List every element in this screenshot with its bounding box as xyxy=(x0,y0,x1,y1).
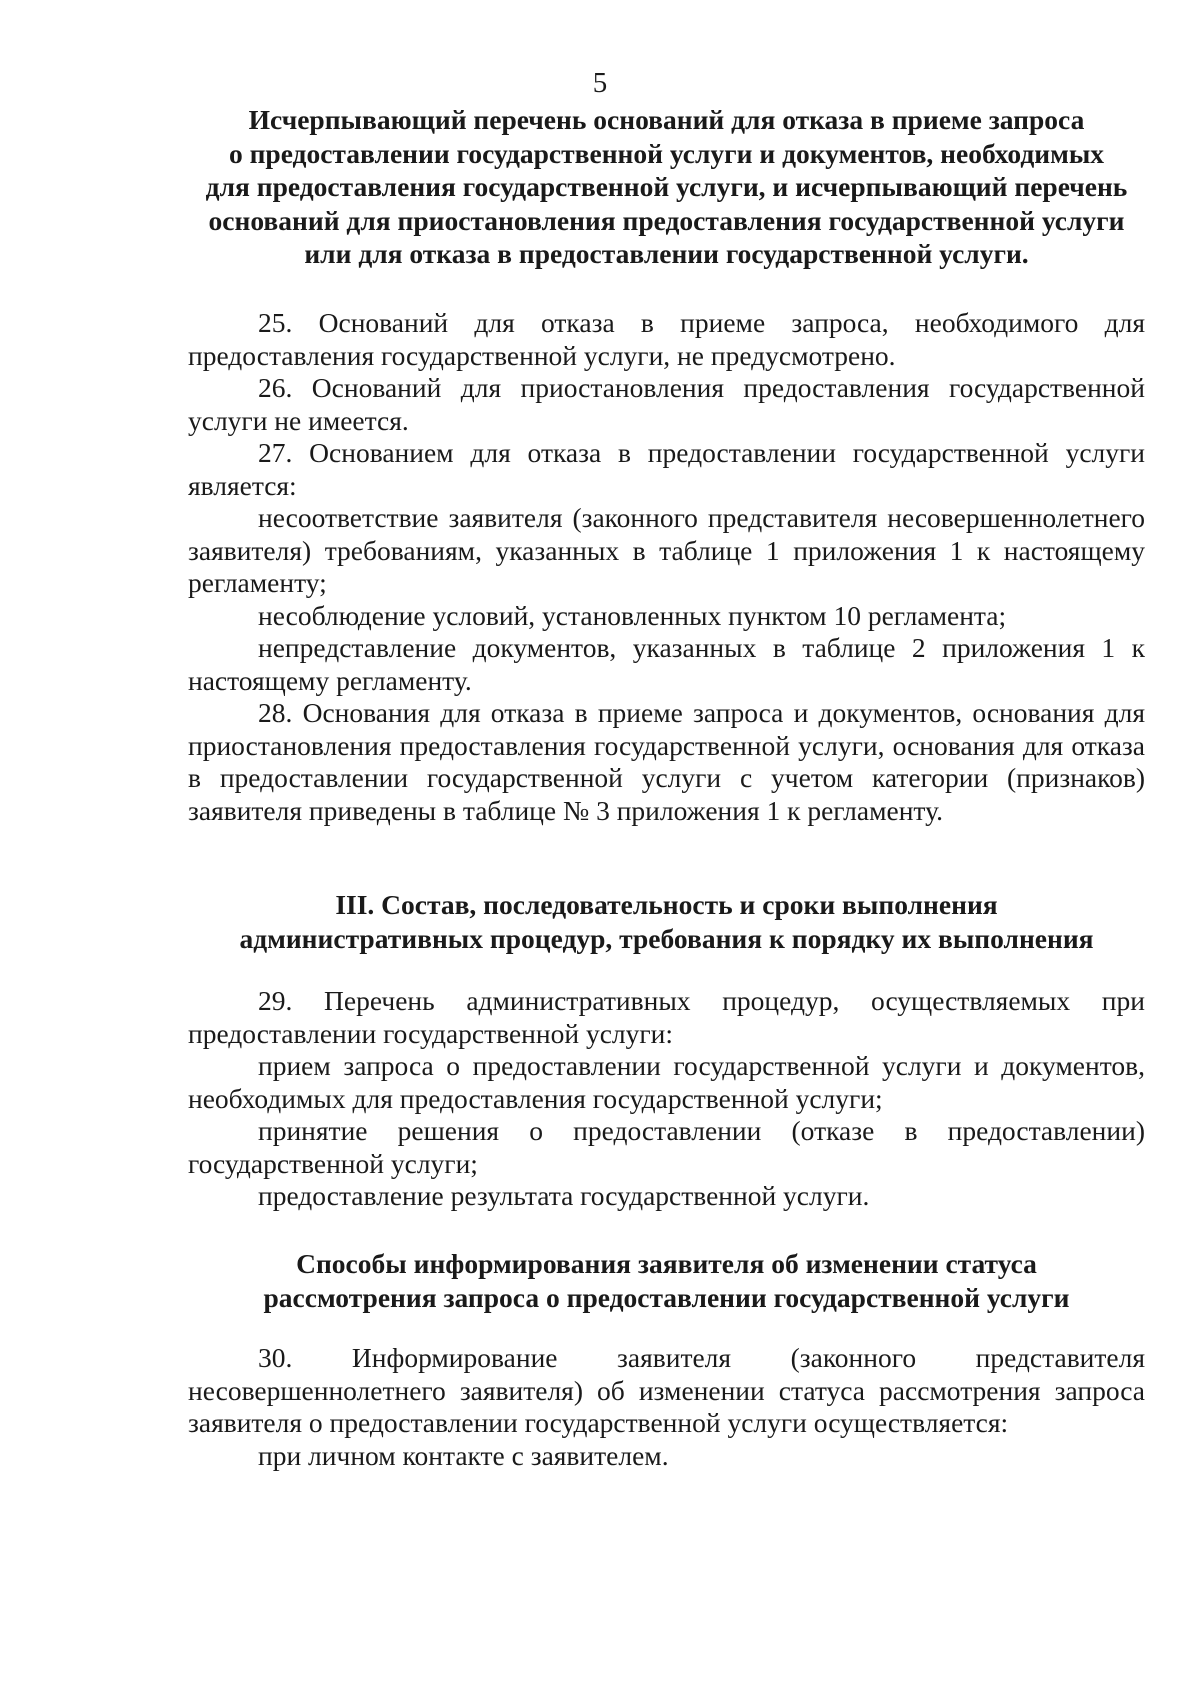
section-heading-status-notification xyxy=(188,1247,1145,1314)
paragraph-27: 27. Основанием для отказа в предоставлении государственной услуги является: xyxy=(188,437,1145,501)
heading-line: Способы информирования заявителя об изменении статуса xyxy=(296,1248,1037,1279)
section-body-status-notification xyxy=(188,1342,1145,1472)
paragraph-25: 25. Оснований для отказа в приеме запроса, необходимого для предоставления государственной услуги, не предусмотрено. xyxy=(188,307,1145,371)
heading-line: административных процедур, требования к порядку их выполнения xyxy=(239,922,1094,954)
paragraph-26: 26. Оснований для приостановления предоставления государственной услуги не имеется. xyxy=(188,372,1145,436)
section-heading xyxy=(188,1247,1145,1314)
section-body-refusal-grounds xyxy=(188,307,1145,827)
paragraph-29-item-1: прием запроса о предоставлении государственной услуги и документов, необходимых для предоставления государственной услуги; xyxy=(188,1050,1145,1114)
paragraph-30-item-1: при личном контакте с заявителем. xyxy=(258,1439,669,1471)
section-heading xyxy=(188,888,1145,955)
paragraph-29: 29. Перечень административных процедур, осуществляемых при предоставлении государственной услуги: xyxy=(188,985,1145,1049)
paragraph-27-item-3: непредставление документов, указанных в таблице 2 приложения 1 к настоящему регламенту. xyxy=(188,632,1145,696)
paragraph-29-item-3: предоставление результата государственной услуги. xyxy=(258,1180,870,1211)
page-number: 5 xyxy=(592,67,608,99)
heading-line: или для отказа в предоставлении государственной услуги. xyxy=(304,238,1029,269)
heading-line: о предоставлении государственной услуги и документов, необходимых xyxy=(228,137,1105,169)
paragraph-30: 30. Информирование заявителя (законного представителя несовершеннолетнего заявителя) об изменении статуса рассмотрения запроса заявителя о предоставлении государственной услуги осуществляется: xyxy=(188,1342,1145,1438)
heading-line: рассмотрения запроса о предоставлении государственной услуги xyxy=(263,1281,1070,1313)
heading-line: III. Состав, последовательность и сроки выполнения xyxy=(335,889,998,920)
section-heading-administrative-procedures xyxy=(188,888,1145,955)
heading-line: Исчерпывающий перечень оснований для отказа в приеме запроса xyxy=(248,104,1085,135)
section-heading xyxy=(188,103,1145,271)
paragraph-28: 28. Основания для отказа в приеме запроса и документов, основания для приостановления предоставления государственной услуги, основания для отказа в предоставлении государственной услуги с учетом категории (признаков) заявителя приведены в таблице № 3 приложения 1 к регламенту. xyxy=(188,697,1145,826)
section-body-administrative-procedures xyxy=(188,985,1145,1213)
paragraph-27-item-1: несоответствие заявителя (законного представителя несовершеннолетнего заявителя) требованиям, указанных в таблице 1 приложения 1 к настоящему регламенту; xyxy=(188,502,1145,598)
section-heading-refusal-grounds xyxy=(188,103,1145,271)
heading-line: оснований для приостановления предоставления государственной услуги xyxy=(208,204,1125,236)
paragraph-29-item-2: принятие решения о предоставлении (отказе в предоставлении) государственной услуги; xyxy=(188,1115,1145,1179)
paragraph-27-item-2: несоблюдение условий, установленных пунктом 10 регламента; xyxy=(258,599,1007,631)
heading-line: для предоставления государственной услуги, и исчерпывающий перечень xyxy=(205,171,1128,202)
